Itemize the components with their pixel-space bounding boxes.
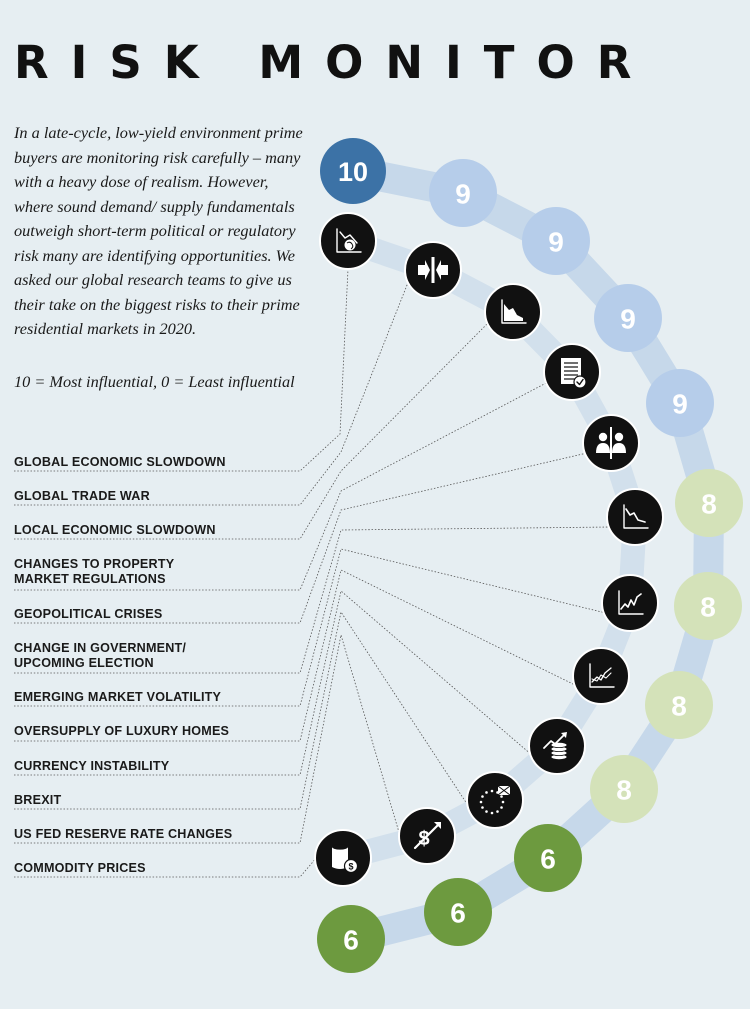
score-circle [429, 159, 497, 227]
risk-label: COMMODITY PRICES [14, 861, 146, 875]
risk-label: BREXIT [14, 793, 62, 807]
divided-people-icon [583, 415, 639, 471]
risk-label: GLOBAL TRADE WAR [14, 489, 150, 503]
score-circle [320, 138, 386, 204]
risk-label: CHANGES TO PROPERTY MARKET REGULATIONS [14, 557, 175, 586]
regulation-document-icon [544, 344, 600, 400]
score-value: 6 [343, 924, 359, 956]
risk-label: GEOPOLITICAL CRISES [14, 607, 163, 621]
declining-area-chart-icon [485, 284, 541, 340]
risk-label: GLOBAL ECONOMIC SLOWDOWN [14, 455, 226, 469]
score-circle [674, 572, 742, 640]
score-value: 8 [700, 591, 716, 623]
score-value: 9 [548, 226, 564, 258]
icon-track-band [343, 241, 635, 858]
score-value: 8 [616, 774, 632, 806]
score-circle [424, 878, 492, 946]
score-circle [590, 755, 658, 823]
declining-line-chart-icon [607, 489, 663, 545]
globe-chart-icon [320, 213, 376, 269]
risk-label: LOCAL ECONOMIC SLOWDOWN [14, 523, 216, 537]
leader-line [14, 322, 489, 539]
scale-note: 10 = Most influential, 0 = Least influential [14, 372, 295, 391]
svg-text:$: $ [348, 861, 354, 872]
eu-uk-flag-icon [467, 772, 523, 828]
score-value: 9 [620, 303, 636, 335]
intro-paragraph: In a late-cycle, low-yield environment prime buyers are monitoring risk carefully – many with a heavy dose of realism. However, where sound demand/ supply fundamentals outweigh short-term political or regulatory risk many are identifying opportunities. We asked our global research teams to give us their take on the biggest risks to their prime residential markets in 2020. [14, 123, 303, 338]
oil-barrel-icon [315, 830, 371, 886]
score-circle [514, 824, 582, 892]
score-circle [594, 284, 662, 352]
risk-label: EMERGING MARKET VOLATILITY [14, 690, 222, 704]
score-circle [317, 905, 385, 973]
score-circle [646, 369, 714, 437]
score-value: 6 [540, 843, 556, 875]
risk-label: US FED RESERVE RATE CHANGES [14, 827, 233, 841]
page-title: RISK MONITOR [14, 36, 654, 89]
score-circle [675, 469, 743, 537]
score-circle [645, 671, 713, 739]
score-value: 8 [701, 488, 717, 520]
svg-text:$: $ [418, 828, 430, 850]
coins-trend-icon [529, 718, 585, 774]
multi-line-chart-icon [573, 648, 629, 704]
score-value: 6 [450, 897, 466, 929]
score-value: 8 [671, 690, 687, 722]
score-value: 9 [672, 388, 688, 420]
trade-war-arrows-icon [405, 242, 461, 298]
dollar-rate-icon [399, 808, 455, 864]
volatile-line-chart-icon [602, 575, 658, 631]
risk-label: CHANGE IN GOVERNMENT/ UPCOMING ELECTION [14, 641, 187, 670]
risk-label: CURRENCY INSTABILITY [14, 759, 170, 773]
score-circle [522, 207, 590, 275]
score-value: 9 [455, 178, 471, 210]
risk-label: OVERSUPPLY OF LUXURY HOMES [14, 724, 230, 738]
score-value: 10 [337, 157, 369, 187]
